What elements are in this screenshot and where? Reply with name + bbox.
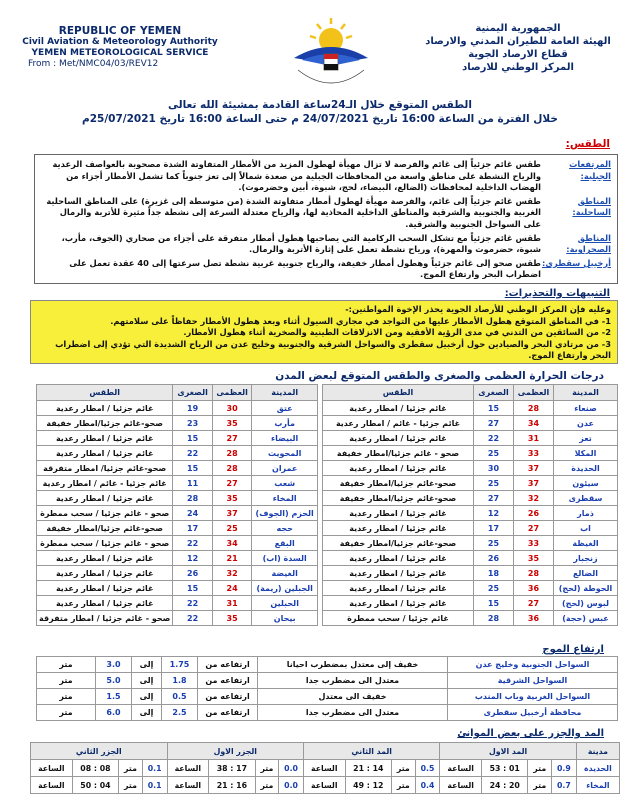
wave-min: 2.5 xyxy=(162,705,198,721)
temp-min: 28 xyxy=(173,491,212,506)
waves-title: ارتفاع الموج xyxy=(542,644,604,655)
temp-weather: صحو - غائم جزئيا / امطار متفرقة xyxy=(37,611,173,626)
temp-min: 26 xyxy=(474,551,514,566)
tide-unit: متر xyxy=(119,760,143,777)
header-ar-line3: قطاع الارصاد الجوية xyxy=(468,49,568,60)
temp-max: 30 xyxy=(212,401,252,416)
temp-city: عتق xyxy=(252,401,318,416)
temp-weather: غائم جزئيا / امطار رعدية xyxy=(323,431,474,446)
temp-city: زنجبار xyxy=(554,551,618,566)
weather-region: المناطق الساحلية: xyxy=(572,195,611,218)
temps-row xyxy=(37,536,318,551)
tide-height: 0.0 xyxy=(279,777,304,794)
tide-time: 16 : 21 xyxy=(209,777,256,794)
tide-height: 0.0 xyxy=(279,760,304,777)
temp-max: 37 xyxy=(514,461,554,476)
tide-time: 20 : 24 xyxy=(481,777,528,794)
forecast-title-line1: الطقس المتوقع خلال الـ24ساعة القادمة بمشيئة الله تعالى xyxy=(168,99,472,111)
temps-row xyxy=(323,431,618,446)
tide-hour-label: الساعة xyxy=(31,760,73,777)
temp-city: الغيضة xyxy=(252,566,318,581)
temp-city: مأرب xyxy=(252,416,318,431)
temp-max: 35 xyxy=(514,551,554,566)
authority-logo xyxy=(288,14,374,94)
weather-region: أرخبيل سقطرى: xyxy=(542,257,611,268)
temp-weather: غائم جزئيا / امطار رعدية xyxy=(37,566,173,581)
temp-min: 25 xyxy=(474,476,514,491)
tide-unit: متر xyxy=(392,777,416,794)
temps-row xyxy=(37,581,318,596)
temp-weather: صحو - غائم جزئيا / سحب ممطرة xyxy=(37,536,173,551)
temp-min: 15 xyxy=(173,461,212,476)
temps-row xyxy=(323,566,618,581)
tide-unit: متر xyxy=(392,760,416,777)
temp-weather: غائم جزئيا / امطار رعدية xyxy=(37,431,173,446)
temp-min: 15 xyxy=(173,581,212,596)
temps-row xyxy=(37,506,318,521)
temp-min: 28 xyxy=(474,611,514,626)
temps-row xyxy=(323,416,618,431)
tide-row xyxy=(31,760,620,777)
tide-height: 0.1 xyxy=(142,777,167,794)
temps-row xyxy=(37,431,318,446)
weather-text: طقس صحو إلى غائم جزئياً وهطول أمطار خفيفة، والرياح جنوبية غربية نشطة تصل سرعتها إلى 40 عقدة تعمل على اضطراب البحر وارتفاع الموج. xyxy=(69,257,541,280)
header-ar-line4: المركز الوطني للارصاد xyxy=(462,62,574,73)
temp-max: 27 xyxy=(212,476,252,491)
temp-weather: غائم جزئيا / امطار رعدية xyxy=(37,551,173,566)
wave-max: 1.5 xyxy=(96,689,132,705)
temp-max: 31 xyxy=(514,431,554,446)
wave-unit: متر xyxy=(37,673,96,689)
col-min: الصغرى xyxy=(474,385,514,401)
temp-city: ذمار xyxy=(554,506,618,521)
temp-city: صنعاء xyxy=(554,401,618,416)
header-en-line1: REPUBLIC OF YEMEN xyxy=(58,25,182,37)
temp-weather: صحو-غائم جزئيا/امطار خفيفة xyxy=(323,536,474,551)
tide-unit: متر xyxy=(119,777,143,794)
temp-city: الجبلين (ريمة) xyxy=(252,581,318,596)
wave-unit: متر xyxy=(37,705,96,721)
col-weather: الطقس xyxy=(37,385,173,401)
col-city: المدينة xyxy=(554,385,618,401)
tides-header-row xyxy=(31,743,620,760)
temp-city: الحوطة (لحج) xyxy=(554,581,618,596)
temp-city: حجه xyxy=(252,521,318,536)
temp-weather: غائم جزئيا / امطار رعدية xyxy=(323,566,474,581)
tide-hour-label: الساعة xyxy=(167,777,209,794)
temp-city: عدن xyxy=(554,416,618,431)
temp-city: عمران xyxy=(252,461,318,476)
tide-port: المخاء xyxy=(576,777,619,794)
temp-weather: صحو-غائم جزئيا/امطار خفيفة xyxy=(323,491,474,506)
wave-desc: معتدل الى مضطرب جدا xyxy=(258,673,448,689)
col-tide2: المد الثاني xyxy=(303,743,439,760)
temp-min: 22 xyxy=(173,611,212,626)
temps-row xyxy=(37,446,318,461)
temp-min: 15 xyxy=(173,431,212,446)
wave-area: السواحل الشرقية xyxy=(448,673,618,689)
wave-row xyxy=(37,673,618,689)
warnings-label: التنبيهات والتحذيرات: xyxy=(504,288,610,299)
temp-max: 35 xyxy=(212,416,252,431)
tide-time: 01 : 53 xyxy=(481,760,528,777)
temps-table-right xyxy=(322,384,618,626)
col-min: الصغرى xyxy=(173,385,212,401)
header-en-line4: From : Met/NMC04/03/REV12 xyxy=(28,59,159,69)
temp-weather: صحو - غائم جزئيا / سحب ممطرة xyxy=(37,506,173,521)
temps-row xyxy=(323,551,618,566)
temp-weather: غائم جزئيا / امطار رعدية xyxy=(37,491,173,506)
header-ar-line2: الهيئة العامة للطيران المدني والارصاد xyxy=(425,36,611,47)
temps-row xyxy=(323,446,618,461)
col-ebb1: الجزر الاول xyxy=(167,743,303,760)
wave-from-label: ارتفاعه من xyxy=(198,657,258,673)
temp-min: 12 xyxy=(173,551,212,566)
temp-min: 23 xyxy=(173,416,212,431)
temp-city: البيضاء xyxy=(252,431,318,446)
temp-city: البقع xyxy=(252,536,318,551)
temp-max: 35 xyxy=(212,491,252,506)
temp-max: 35 xyxy=(212,611,252,626)
weather-text: طقس غائم جزئياً مع تشكل السحب الركامية التي يصاحبها هطول أمطار متفرقة على أجزاء من صحاري (الجوف، مأرب، شبوة، حضرموت والمهرة)، ورياح نشطة تعمل على إثارة الأتربة والرمال. xyxy=(61,232,541,255)
temp-city: الضالع xyxy=(554,566,618,581)
temps-row xyxy=(37,491,318,506)
temp-max: 34 xyxy=(514,416,554,431)
temps-row xyxy=(323,596,618,611)
temp-city: اب xyxy=(554,521,618,536)
temps-row xyxy=(323,581,618,596)
temp-max: 33 xyxy=(514,446,554,461)
temp-max: 32 xyxy=(514,491,554,506)
temp-weather: صحو-غائم جزئيا/ امطار متفرقة xyxy=(37,461,173,476)
temps-row xyxy=(37,551,318,566)
temps-row xyxy=(323,611,618,626)
tide-unit: متر xyxy=(255,777,279,794)
col-city: المدينة xyxy=(252,385,318,401)
tide-unit: متر xyxy=(528,777,552,794)
weather-box xyxy=(34,154,618,284)
wave-desc: خفيف إلى معتدل بمضطرب احيانا xyxy=(258,657,448,673)
wave-from-label: ارتفاعه من xyxy=(198,705,258,721)
temp-min: 12 xyxy=(474,506,514,521)
tides-title: المد والجزر على بعض الموانئ xyxy=(457,728,604,739)
temp-city: المخاء xyxy=(252,491,318,506)
temps-row xyxy=(323,401,618,416)
temp-city: عبس (حجة) xyxy=(554,611,618,626)
tide-time: 14 : 21 xyxy=(345,760,392,777)
tide-unit: متر xyxy=(255,760,279,777)
wave-from-label: ارتفاعه من xyxy=(198,689,258,705)
weather-row xyxy=(41,233,611,256)
temp-max: 32 xyxy=(212,566,252,581)
temp-weather: غائم جزئيا / امطار رعدية xyxy=(37,401,173,416)
weather-region: المناطق الصحراوية: xyxy=(566,232,611,255)
wave-area: السواحل الغربية وباب المندب xyxy=(448,689,618,705)
temp-city: بيحان xyxy=(252,611,318,626)
temp-weather: غائم جزئيا / امطار رعدية xyxy=(323,581,474,596)
col-ebb2: الجزر الثاني xyxy=(31,743,168,760)
temp-weather: صحو-غائم جزئيا/امطار خفيفة xyxy=(37,521,173,536)
temp-city: سيئون xyxy=(554,476,618,491)
wave-row xyxy=(37,657,618,673)
temp-weather: غائم جزئيا / سحب ممطرة xyxy=(323,611,474,626)
temp-weather: غائم جزئيا / امطار رعدية xyxy=(323,506,474,521)
temp-city: الحديدة xyxy=(554,461,618,476)
temp-weather: صحو - غائم جزئيا/امطار خفيفة xyxy=(323,446,474,461)
wave-to-label: إلى xyxy=(132,657,162,673)
temp-min: 25 xyxy=(474,581,514,596)
temp-max: 27 xyxy=(514,521,554,536)
weather-text: طقس غائم جزئياً إلى غائم والفرصة لا تزال مهيأة لهطول المزيد من الأمطار المتفاوتة الشدة مصحوبة بالعواصف الرعدية والرياح النشطة على مناطق واسعة من المحافظات الجبلية من صعدة شمالاً إلى تعز جنوباً كما تشمل الأمطار أجزاء من الهضاب الداخلية لمحافظات (الضالع، البيضاء، لحج، شبوة، أبين وحضرموت). xyxy=(52,159,541,193)
temp-weather: غائم جزئيا - غائم / امطار رعدية xyxy=(323,416,474,431)
temp-city: سقطرى xyxy=(554,491,618,506)
waves-table xyxy=(36,656,618,721)
temps-row xyxy=(37,566,318,581)
temp-max: 25 xyxy=(212,521,252,536)
wave-from-label: ارتفاعه من xyxy=(198,673,258,689)
temp-weather: غائم جزئيا / امطار رعدية xyxy=(323,461,474,476)
temp-max: 21 xyxy=(212,551,252,566)
temps-row xyxy=(37,401,318,416)
wave-min: 1.75 xyxy=(162,657,198,673)
forecast-title-line2: خلال الفترة من الساعة 16:00 تاريخ 24/07/2021 م حتى الساعة 16:00 تاريخ 25/07/2021م xyxy=(82,113,558,125)
wave-row xyxy=(37,705,618,721)
temp-min: 22 xyxy=(173,596,212,611)
temp-max: 28 xyxy=(212,446,252,461)
tide-row xyxy=(31,777,620,794)
wave-desc: معتدل الى مضطرب جدا xyxy=(258,705,448,721)
tide-hour-label: الساعة xyxy=(31,777,73,794)
temp-max: 31 xyxy=(212,596,252,611)
wave-to-label: إلى xyxy=(132,689,162,705)
temp-max: 26 xyxy=(514,506,554,521)
wave-desc: خفيف الى معتدل xyxy=(258,689,448,705)
weather-region: المرتفعات الجبلية: xyxy=(569,159,611,181)
temp-max: 36 xyxy=(514,581,554,596)
tide-time: 04 : 50 xyxy=(72,777,119,794)
tide-height: 0.9 xyxy=(552,760,577,777)
temp-city: الحزم (الجوف) xyxy=(252,506,318,521)
header-en-line3: YEMEN METEOROLOGICAL SERVICE xyxy=(31,48,209,58)
temp-city: المحويت xyxy=(252,446,318,461)
temp-city: شعب xyxy=(252,476,318,491)
temps-row xyxy=(323,461,618,476)
temp-weather: غائم جزئيا / امطار رعدية xyxy=(323,596,474,611)
temp-max: 28 xyxy=(212,461,252,476)
tide-time: 08 : 08 xyxy=(72,760,119,777)
tide-time: 17 : 38 xyxy=(209,760,256,777)
temp-min: 11 xyxy=(173,476,212,491)
temps-row xyxy=(323,521,618,536)
tide-hour-label: الساعة xyxy=(303,777,345,794)
wave-area: محافظة أرخبيل سقطرى xyxy=(448,705,618,721)
col-port: مدينة xyxy=(576,743,619,760)
warning-item: 3- من مرتادي البحر والصيادين حول أرخبيل سقطرى والسواحل الشرقية والجنوبية وخليج عدن من الرياح الشديدة التي تؤدي إلى اضطراب البحر وارتفاع الموج. xyxy=(55,338,611,360)
temp-max: 33 xyxy=(514,536,554,551)
temp-weather: غائم جزئيا - غائم / امطار رعدية xyxy=(37,476,173,491)
tide-height: 0.4 xyxy=(415,777,440,794)
tide-hour-label: الساعة xyxy=(303,760,345,777)
temps-title: درجات الحرارة العظمى والصغرى والطقس المتوقع لبعض المدن xyxy=(275,370,604,382)
tide-hour-label: الساعة xyxy=(440,777,482,794)
wave-unit: متر xyxy=(37,689,96,705)
col-tide1: المد الاول xyxy=(440,743,576,760)
weather-label: الطقس: xyxy=(565,138,610,150)
temp-max: 27 xyxy=(514,596,554,611)
temp-min: 22 xyxy=(173,446,212,461)
wave-to-label: إلى xyxy=(132,673,162,689)
temp-max: 27 xyxy=(212,431,252,446)
weather-row xyxy=(41,258,611,281)
wave-max: 3.0 xyxy=(96,657,132,673)
tides-table xyxy=(30,742,620,794)
temp-min: 24 xyxy=(173,506,212,521)
temp-min: 25 xyxy=(474,536,514,551)
tide-time: 12 : 49 xyxy=(345,777,392,794)
temps-row xyxy=(37,416,318,431)
header-en-line2: Civil Aviation & Meteorology Authority xyxy=(22,37,218,47)
temp-weather: غائم جزئيا / امطار رعدية xyxy=(37,596,173,611)
temp-weather: صحو-غائم جزئيا/امطار خفيفة xyxy=(37,416,173,431)
temps-row xyxy=(323,476,618,491)
tide-hour-label: الساعة xyxy=(167,760,209,777)
warning-item: 2- من السائقين من التدني في مدى الرؤية الأفقية ومن الانزلاقات الطينية والصخرية أثناء هطول الأمطار. xyxy=(183,327,611,337)
warnings-intro: وعليه فإن المركز الوطني للأرصاد الجوية يحذر الإخوة المواطنين:- xyxy=(345,304,611,314)
temp-min: 26 xyxy=(173,566,212,581)
tide-height: 0.5 xyxy=(415,760,440,777)
weather-row xyxy=(41,159,611,194)
wave-row xyxy=(37,689,618,705)
temp-max: 37 xyxy=(514,476,554,491)
temps-table-left xyxy=(36,384,318,626)
temp-min: 30 xyxy=(474,461,514,476)
weather-row xyxy=(41,196,611,231)
tide-unit: متر xyxy=(528,760,552,777)
temp-min: 18 xyxy=(474,566,514,581)
temp-min: 19 xyxy=(173,401,212,416)
weather-text: طقس غائم جزئياً إلى غائم، والفرصة مهيأة لهطول أمطار متفاوتة الشدة (من متوسطة إلى غزيرة) على المناطق الساحلية الغربية والجنوبية والشرقية والمناطق الداخلية المحاذية لها، والرياح معتدلة السرعة إلى نشطة جداً مثيرة للأتربة والرمال على السواحل الجنوبية والشرقية. xyxy=(46,195,541,229)
temp-min: 15 xyxy=(474,401,514,416)
header-arabic xyxy=(418,22,618,74)
temps-row xyxy=(323,491,618,506)
tide-height: 0.7 xyxy=(552,777,577,794)
col-max: العظمى xyxy=(212,385,252,401)
tide-height: 0.1 xyxy=(142,760,167,777)
wave-max: 5.0 xyxy=(96,673,132,689)
temp-max: 34 xyxy=(212,536,252,551)
wave-min: 0.5 xyxy=(162,689,198,705)
wave-max: 6.0 xyxy=(96,705,132,721)
temp-city: السدة (اب) xyxy=(252,551,318,566)
warning-item: 1- في المناطق المتوقع هطول الأمطار عليها من التواجد في مجاري السيول أثناء وبعد هطول الأمطار حفاظاً على سلامتهم. xyxy=(110,315,611,326)
temp-min: 17 xyxy=(474,521,514,536)
temp-city: الحبلين xyxy=(252,596,318,611)
temps-row xyxy=(37,476,318,491)
temp-weather: غائم جزئيا / امطار رعدية xyxy=(323,551,474,566)
temp-min: 27 xyxy=(474,491,514,506)
tide-port: الحديدة xyxy=(576,760,619,777)
temps-row xyxy=(37,611,318,626)
temp-max: 37 xyxy=(212,506,252,521)
temp-max: 28 xyxy=(514,401,554,416)
temp-weather: غائم جزئيا / امطار رعدية xyxy=(323,401,474,416)
temp-min: 25 xyxy=(474,446,514,461)
temp-city: المكلا xyxy=(554,446,618,461)
temp-max: 36 xyxy=(514,611,554,626)
temps-row xyxy=(37,461,318,476)
temps-row xyxy=(323,536,618,551)
temps-row xyxy=(37,521,318,536)
wave-to-label: إلى xyxy=(132,705,162,721)
forecast-title xyxy=(60,98,580,126)
temp-weather: صحو-غائم جزئيا/امطار خفيفة xyxy=(323,476,474,491)
temp-weather: غائم جزئيا / امطار رعدية xyxy=(37,446,173,461)
temps-header-row xyxy=(37,385,318,401)
temp-min: 22 xyxy=(173,536,212,551)
header-ar-line1: الجمهورية اليمنية xyxy=(475,23,561,34)
temp-min: 22 xyxy=(474,431,514,446)
temp-weather: غائم جزئيا / امطار رعدية xyxy=(323,521,474,536)
temps-row xyxy=(37,596,318,611)
temp-max: 28 xyxy=(514,566,554,581)
temp-weather: غائم جزئيا / امطار رعدية xyxy=(37,581,173,596)
temps-row xyxy=(323,506,618,521)
wave-min: 1.8 xyxy=(162,673,198,689)
temp-min: 17 xyxy=(173,521,212,536)
warnings-box xyxy=(30,300,618,364)
temps-header-row xyxy=(323,385,618,401)
temp-city: لبوس (لحج) xyxy=(554,596,618,611)
header-english xyxy=(20,26,220,70)
tide-hour-label: الساعة xyxy=(440,760,482,777)
temp-max: 24 xyxy=(212,581,252,596)
temp-city: الغيظة xyxy=(554,536,618,551)
wave-unit: متر xyxy=(37,657,96,673)
temp-city: تعز xyxy=(554,431,618,446)
temp-min: 15 xyxy=(474,596,514,611)
col-max: العظمى xyxy=(514,385,554,401)
wave-area: السواحل الجنوبية وخليج عدن xyxy=(448,657,618,673)
col-weather: الطقس xyxy=(323,385,474,401)
temp-min: 27 xyxy=(474,416,514,431)
